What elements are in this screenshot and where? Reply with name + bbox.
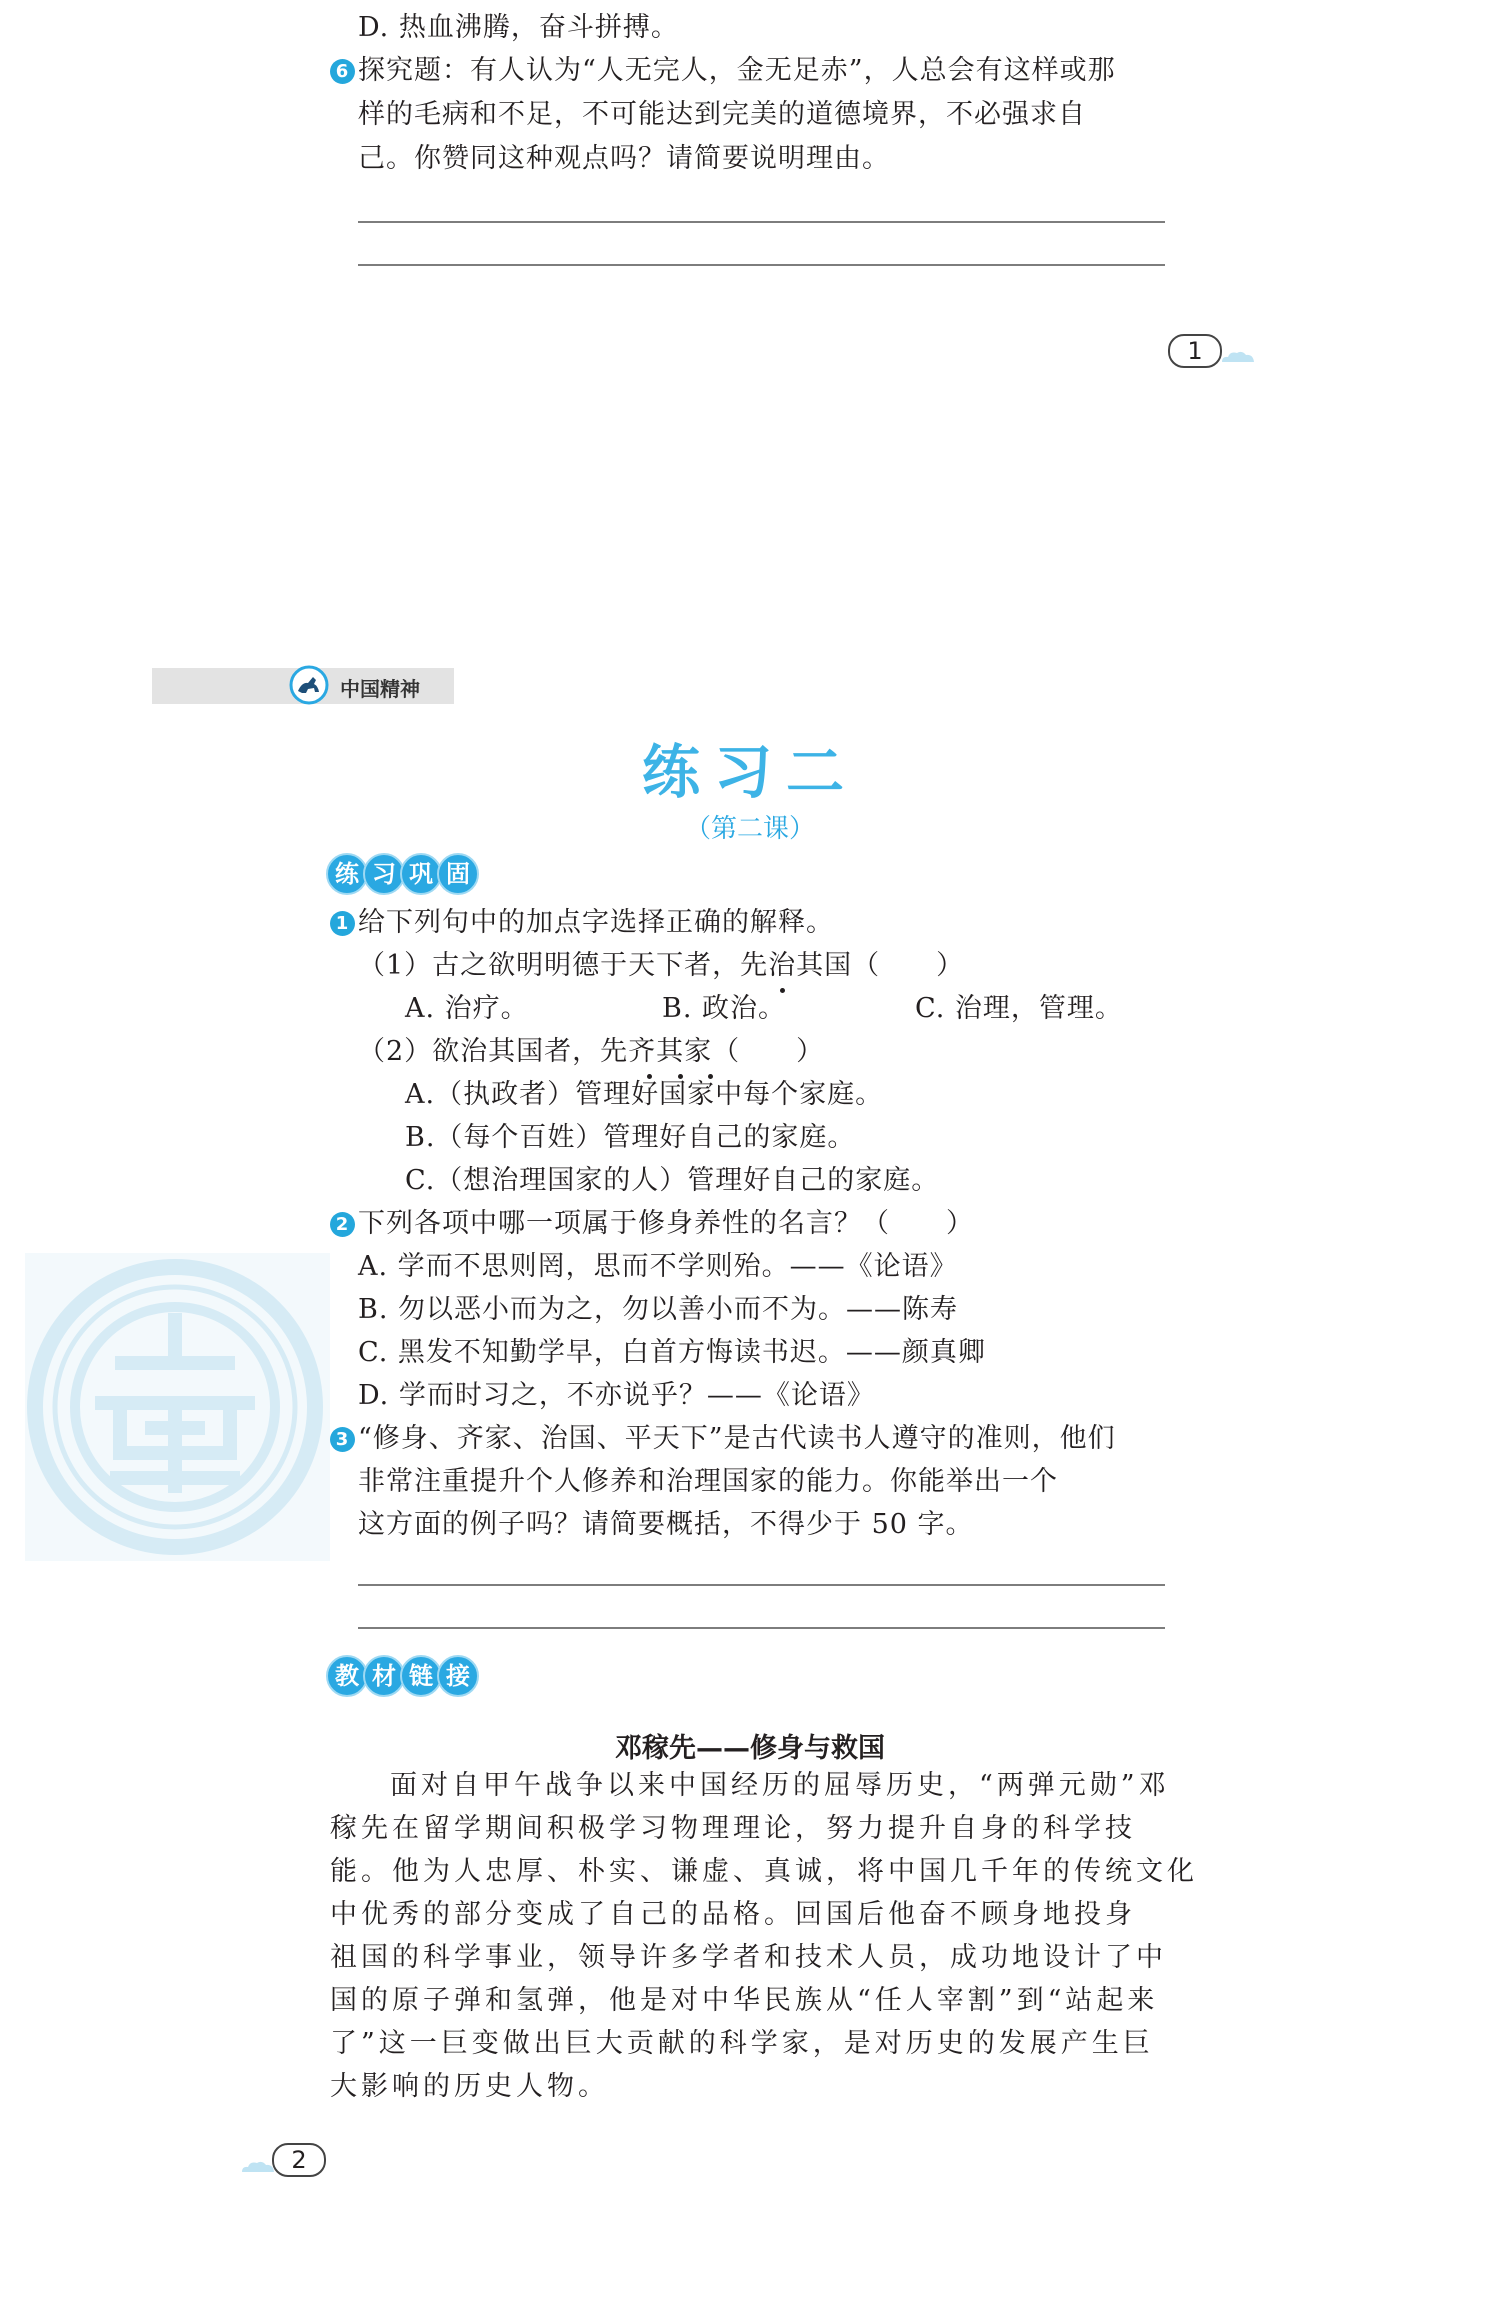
article-line: 中优秀的部分变成了自己的品格。回国后他奋不顾身地投身 <box>330 1899 1136 1930</box>
q1-sub2: （2）欲治其国者，先齐其家（ ） <box>358 1036 825 1067</box>
question-1: 1 给下列句中的加点字选择正确的解释。 <box>330 909 834 936</box>
section-badge-textbook-link: 教 材 链 接 <box>326 1653 474 1699</box>
section-badge-practice: 练 习 巩 固 <box>326 851 474 897</box>
page-title: 练习二 <box>641 738 858 806</box>
q3-line: 非常注重提升个人修养和治理国家的能力。你能举出一个 <box>358 1466 1058 1497</box>
answer-line <box>358 221 1165 223</box>
q1-sub1-option-b: B. 政治。 <box>662 993 787 1024</box>
answer-line <box>358 1627 1165 1629</box>
article-line: 能。他为人忠厚、朴实、谦虚、真诚，将中国几千年的传统文化 <box>330 1856 1198 1887</box>
question-6 <box>330 57 1116 84</box>
article-line: 祖国的科学事业，领导许多学者和技术人员，成功地设计了中 <box>330 1942 1167 1973</box>
emphasis-dot <box>780 988 785 993</box>
question-number: 6 <box>330 59 355 84</box>
emphasis-dot <box>647 1074 652 1079</box>
question-number: 2 <box>330 1212 355 1237</box>
article-line: 国的原子弹和氢弹，他是对中华民族从“任人宰割”到“站起来 <box>330 1985 1159 2016</box>
page-subtitle: （第二课） <box>684 814 815 844</box>
cloud-icon <box>1220 350 1256 364</box>
question-number: 1 <box>330 911 355 936</box>
header-label: 中国精神 <box>340 677 420 701</box>
answer-line <box>358 1584 1165 1586</box>
article-title: 邓稼先——修身与救国 <box>615 1733 885 1764</box>
page-number: 1 <box>1168 334 1222 368</box>
q6-line: 样的毛病和不足，不可能达到完美的道德境界，不必强求自 <box>358 99 1086 130</box>
emphasis-dot <box>708 1074 713 1079</box>
q6-line: 己。你赞同这种观点吗？请简要说明理由。 <box>358 143 890 174</box>
q6-line: 探究题：有人认为“人无完人，金无足赤”，人总会有这样或那 <box>358 55 1116 86</box>
question-number: 3 <box>330 1427 355 1452</box>
q1-sub2-option-a: A.（执政者）管理好国家中每个家庭。 <box>405 1079 884 1110</box>
q1-sub2-option-b: B.（每个百姓）管理好自己的家庭。 <box>405 1122 856 1153</box>
q2-option-b: B. 勿以恶小而为之，勿以善小而不为。——陈寿 <box>358 1294 959 1325</box>
q1-sub1: （1）古之欲明明德于天下者，先治其国（ ） <box>358 950 965 981</box>
article-line: 面对自甲午战争以来中国经历的屈辱历史，“两弹元勋”邓 <box>390 1770 1170 1801</box>
q3-line: 这方面的例子吗？请简要概括，不得少于 50 字。 <box>358 1509 974 1540</box>
page-number: 2 <box>272 2143 326 2177</box>
q1-sub1-option-a: A. 治疗。 <box>405 993 529 1024</box>
q1-sub2-option-c: C.（想治理国家的人）管理好自己的家庭。 <box>405 1165 940 1196</box>
horse-logo-icon <box>288 664 330 706</box>
q2-option-c: C. 黑发不知勤学早，白首方悔读书迟。——颜真卿 <box>358 1337 986 1368</box>
article-line: 大影响的历史人物。 <box>330 2071 609 2102</box>
q2-option-d: D. 学而时习之，不亦说乎？——《论语》 <box>358 1380 875 1411</box>
watermark-emblem <box>25 1253 330 1561</box>
article-line: 了”这一巨变做出巨大贡献的科学家，是对历史的发展产生巨 <box>330 2028 1154 2059</box>
answer-line <box>358 264 1165 266</box>
cloud-icon <box>240 2160 276 2174</box>
article-line: 稼先在留学期间积极学习物理理论，努力提升自身的科学技 <box>330 1813 1136 1844</box>
emphasis-dot <box>678 1074 683 1079</box>
question-2: 2 下列各项中哪一项属于修身养性的名言？（ ） <box>330 1210 974 1237</box>
option-d: D. 热血沸腾，奋斗拼搏。 <box>358 12 679 43</box>
q2-option-a: A. 学而不思则罔，思而不学则殆。——《论语》 <box>358 1251 958 1282</box>
question-3: 3 “修身、齐家、治国、平天下”是古代读书人遵守的准则，他们 <box>330 1425 1116 1452</box>
q1-sub1-option-c: C. 治理，管理。 <box>915 993 1123 1024</box>
